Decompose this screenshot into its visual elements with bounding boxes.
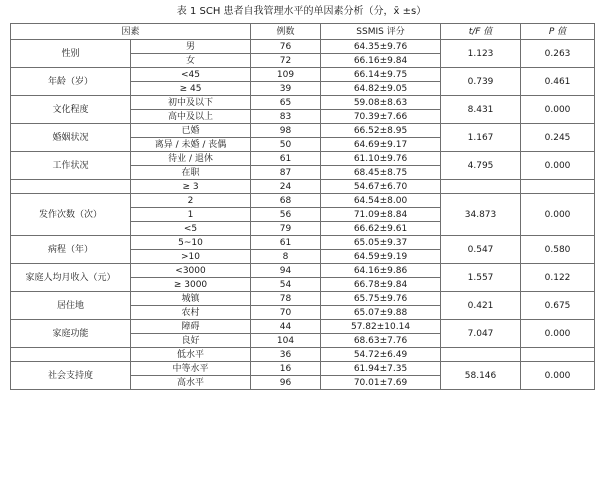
count-cell: 36	[251, 348, 321, 362]
statistic-cell: 58.146	[441, 362, 521, 390]
table-row	[11, 180, 595, 194]
statistic-cell: 4.795	[441, 152, 521, 180]
factor-cell: 工作状况	[11, 152, 131, 180]
level-cell: 离异 / 未婚 / 丧偶	[131, 138, 251, 152]
table-row	[11, 236, 595, 250]
count-cell: 83	[251, 110, 321, 124]
p-value-cell: 0.675	[521, 292, 595, 320]
factor-cell: 居住地	[11, 292, 131, 320]
count-cell: 44	[251, 320, 321, 334]
score-cell: 64.69±9.17	[321, 138, 441, 152]
statistic-cell: 1.557	[441, 264, 521, 292]
level-cell: 中等水平	[131, 362, 251, 376]
factor-cell: 发作次数（次）	[11, 194, 131, 236]
p-value-cell: 0.122	[521, 264, 595, 292]
score-cell: 66.16±9.84	[321, 54, 441, 68]
header-score: SSMIS 评分	[321, 24, 441, 40]
statistic-cell: 34.873	[441, 194, 521, 236]
count-cell: 54	[251, 278, 321, 292]
level-cell: <3000	[131, 264, 251, 278]
count-cell: 8	[251, 250, 321, 264]
statistic-cell: 0.739	[441, 68, 521, 96]
count-cell: 68	[251, 194, 321, 208]
level-cell: 农村	[131, 306, 251, 320]
score-cell: 64.82±9.05	[321, 82, 441, 96]
score-cell: 61.10±9.76	[321, 152, 441, 166]
level-cell: 已婚	[131, 124, 251, 138]
table-row	[11, 264, 595, 278]
factor-cell: 性别	[11, 40, 131, 68]
header-row	[11, 24, 595, 40]
score-cell: 66.52±8.95	[321, 124, 441, 138]
level-cell: 城镇	[131, 292, 251, 306]
table-row	[11, 348, 595, 362]
score-cell: 66.14±9.75	[321, 68, 441, 82]
table-row	[11, 124, 595, 138]
level-cell: >10	[131, 250, 251, 264]
level-cell: 待业 / 退休	[131, 152, 251, 166]
p-value-cell: 0.000	[521, 362, 595, 390]
p-value-cell: 0.000	[521, 96, 595, 124]
p-value-cell	[521, 348, 595, 362]
score-cell: 68.45±8.75	[321, 166, 441, 180]
p-value-cell: 0.000	[521, 320, 595, 348]
score-cell: 68.63±7.76	[321, 334, 441, 348]
level-cell: 男	[131, 40, 251, 54]
count-cell: 94	[251, 264, 321, 278]
table-row	[11, 40, 595, 54]
statistic-cell: 0.547	[441, 236, 521, 264]
count-cell: 98	[251, 124, 321, 138]
score-cell: 64.35±9.76	[321, 40, 441, 54]
count-cell: 78	[251, 292, 321, 306]
level-cell: 低水平	[131, 348, 251, 362]
statistic-cell: 1.167	[441, 124, 521, 152]
table-row	[11, 152, 595, 166]
factor-cell	[11, 348, 131, 362]
level-cell: 高水平	[131, 376, 251, 390]
level-cell: ≥ 45	[131, 82, 251, 96]
score-cell: 65.05±9.37	[321, 236, 441, 250]
count-cell: 24	[251, 180, 321, 194]
score-cell: 59.08±8.63	[321, 96, 441, 110]
count-cell: 76	[251, 40, 321, 54]
level-cell: 2	[131, 194, 251, 208]
factor-cell: 家庭人均月收入（元）	[11, 264, 131, 292]
count-cell: 87	[251, 166, 321, 180]
factor-cell: 文化程度	[11, 96, 131, 124]
level-cell: <5	[131, 222, 251, 236]
table-row	[11, 292, 595, 306]
score-cell: 54.67±6.70	[321, 180, 441, 194]
statistic-cell: 1.123	[441, 40, 521, 68]
factor-cell: 家庭功能	[11, 320, 131, 348]
score-cell: 71.09±8.84	[321, 208, 441, 222]
factor-cell: 年龄（岁）	[11, 68, 131, 96]
statistic-cell: 8.431	[441, 96, 521, 124]
level-cell: ≥ 3	[131, 180, 251, 194]
level-cell: <45	[131, 68, 251, 82]
level-cell: 高中及以上	[131, 110, 251, 124]
count-cell: 72	[251, 54, 321, 68]
score-cell: 70.39±7.66	[321, 110, 441, 124]
p-value-cell: 0.000	[521, 194, 595, 236]
count-cell: 56	[251, 208, 321, 222]
count-cell: 96	[251, 376, 321, 390]
count-cell: 61	[251, 236, 321, 250]
statistic-cell	[441, 348, 521, 362]
score-cell: 64.16±9.86	[321, 264, 441, 278]
factor-cell: 病程（年）	[11, 236, 131, 264]
factor-analysis-table	[10, 23, 595, 390]
score-cell: 61.94±7.35	[321, 362, 441, 376]
p-value-cell: 0.245	[521, 124, 595, 152]
table-row	[11, 96, 595, 110]
table-row	[11, 194, 595, 208]
table-body	[11, 40, 595, 390]
count-cell: 61	[251, 152, 321, 166]
header-factor: 因素	[11, 24, 251, 40]
count-cell: 109	[251, 68, 321, 82]
p-value-cell: 0.580	[521, 236, 595, 264]
p-value-cell	[521, 180, 595, 194]
level-cell: 在职	[131, 166, 251, 180]
level-cell: 女	[131, 54, 251, 68]
header-statistic: t/F 值	[441, 24, 521, 40]
score-cell: 65.75±9.76	[321, 292, 441, 306]
level-cell: 1	[131, 208, 251, 222]
count-cell: 16	[251, 362, 321, 376]
level-cell: 良好	[131, 334, 251, 348]
count-cell: 65	[251, 96, 321, 110]
score-cell: 66.62±9.61	[321, 222, 441, 236]
level-cell: 障碍	[131, 320, 251, 334]
table-row	[11, 68, 595, 82]
statistic-cell	[441, 180, 521, 194]
level-cell: 5~10	[131, 236, 251, 250]
p-value-cell: 0.461	[521, 68, 595, 96]
factor-cell: 社会支持度	[11, 362, 131, 390]
factor-cell: 婚姻状况	[11, 124, 131, 152]
statistic-cell: 0.421	[441, 292, 521, 320]
score-cell: 64.59±9.19	[321, 250, 441, 264]
count-cell: 39	[251, 82, 321, 96]
header-count: 例数	[251, 24, 321, 40]
count-cell: 70	[251, 306, 321, 320]
score-cell: 70.01±7.69	[321, 376, 441, 390]
statistic-cell: 7.047	[441, 320, 521, 348]
score-cell: 57.82±10.14	[321, 320, 441, 334]
table-row	[11, 320, 595, 334]
factor-cell	[11, 180, 131, 194]
score-cell: 66.78±9.84	[321, 278, 441, 292]
p-value-cell: 0.000	[521, 152, 595, 180]
count-cell: 104	[251, 334, 321, 348]
score-cell: 64.54±8.00	[321, 194, 441, 208]
score-cell: 65.07±9.88	[321, 306, 441, 320]
level-cell: ≥ 3000	[131, 278, 251, 292]
score-cell: 54.72±6.49	[321, 348, 441, 362]
level-cell: 初中及以下	[131, 96, 251, 110]
table-row	[11, 362, 595, 376]
count-cell: 50	[251, 138, 321, 152]
p-value-cell: 0.263	[521, 40, 595, 68]
table-caption: 表 1 SCH 患者自我管理水平的单因素分析（分，x̄ ±s）	[176, 6, 427, 17]
count-cell: 79	[251, 222, 321, 236]
header-p-value: P 值	[521, 24, 595, 40]
